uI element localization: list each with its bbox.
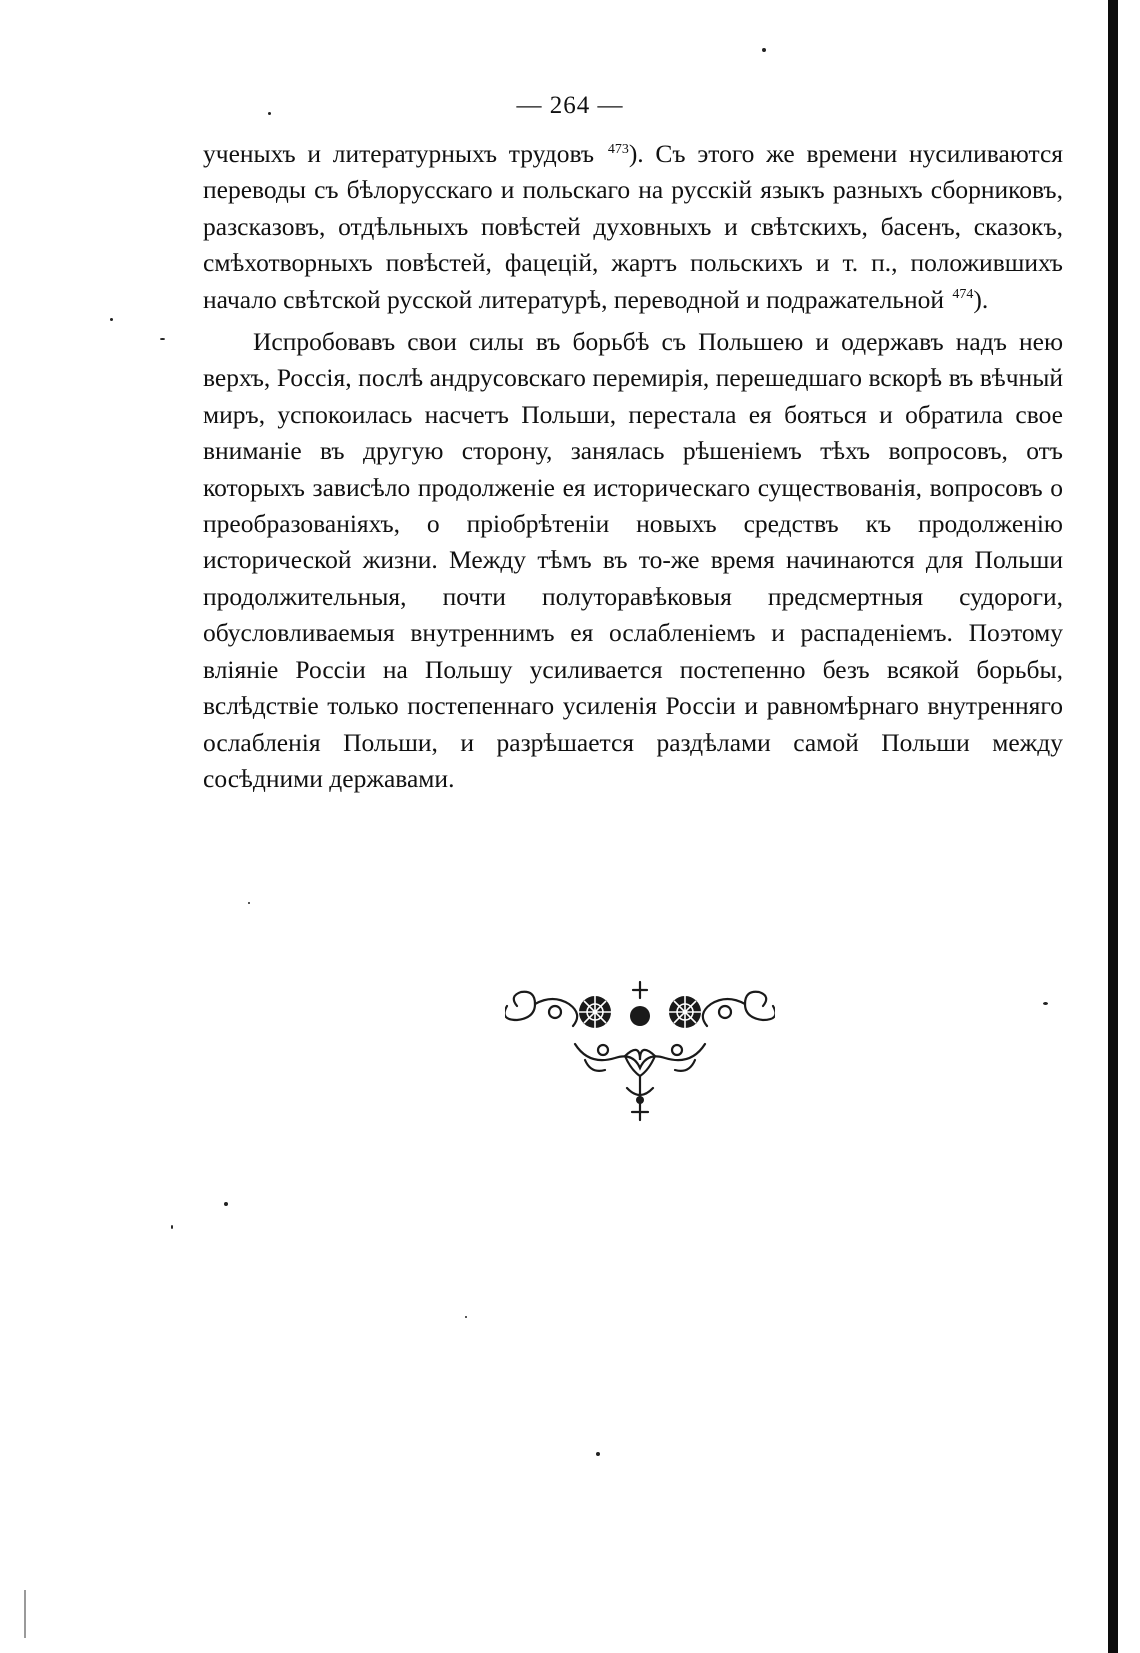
scan-speck bbox=[1043, 1002, 1048, 1005]
body-text bbox=[203, 136, 1063, 797]
paragraph bbox=[203, 136, 1063, 318]
scan-edge-right bbox=[1108, 0, 1118, 1653]
scan-edge-left bbox=[24, 1590, 26, 1638]
scan-speck bbox=[160, 338, 165, 340]
scan-speck bbox=[171, 1225, 173, 1229]
paragraph-text: ). Съ этого же времени нусиливаются переводы съ бѣлорусскаго и польскаго на русскій языкъ разныхъ сборниковъ, разсказовъ, отдѣльныхъ повѣстей духовныхъ и свѣтскихъ, басенъ, сказокъ, смѣхотворныхъ повѣстей, фацецій, жартъ польскихъ и т. п., положившихъ начало свѣтской русской литературѣ, переводной и подражательной bbox=[203, 139, 1063, 314]
paragraph-text: ученыхъ и литературныхъ трудовъ bbox=[203, 139, 606, 168]
page-number: — 264 — bbox=[516, 92, 624, 119]
paragraph-text: Испробовавъ свои силы въ борьбѣ съ Польшею и одержавъ надъ нею верхъ, Россія, послѣ андрусовскаго перемирія, перешедшаго вскорѣ въ вѣчный миръ, успокоилась насчетъ Польши, перестала ея бояться и обратила свое вниманіе въ другую сторону, занялась рѣшеніемъ тѣхъ вопросовъ, отъ которыхъ зависѣло продолженіе ея историческаго существованія, вопросовъ о преобразованіяхъ, о пріобрѣтеніи новыхъ средствъ къ продолженію исторической жизни. Между тѣмъ въ то-же время начинаются для Польши продолжительныя, почти полуторавѣковыя предсмертныя судороги, обусловливаемыя внутреннимъ ея ослабленіемъ и распаденіемъ. Поэтому вліяніе Россіи на Польшу усиливается постепенно безъ всякой борьбы, вслѣдствіе только постепеннаго усиленія Россіи и равномѣрнаго внутренняго ослабленія Польши, и разрѣшается раздѣлами самой Польши между сосѣдними державами. bbox=[203, 327, 1063, 793]
scan-speck bbox=[465, 1316, 467, 1318]
scan-speck bbox=[248, 902, 250, 904]
paragraph-text: ). bbox=[973, 284, 989, 314]
scan-speck bbox=[762, 48, 766, 52]
scan-speck bbox=[596, 1452, 600, 1456]
paragraph bbox=[203, 324, 1063, 797]
floral-tailpiece-icon bbox=[505, 980, 775, 1130]
scan-speck bbox=[110, 318, 113, 321]
scan-speck bbox=[224, 1202, 228, 1206]
footnote-ref: 473 bbox=[607, 141, 629, 157]
footnote-ref: 474 bbox=[952, 287, 974, 303]
